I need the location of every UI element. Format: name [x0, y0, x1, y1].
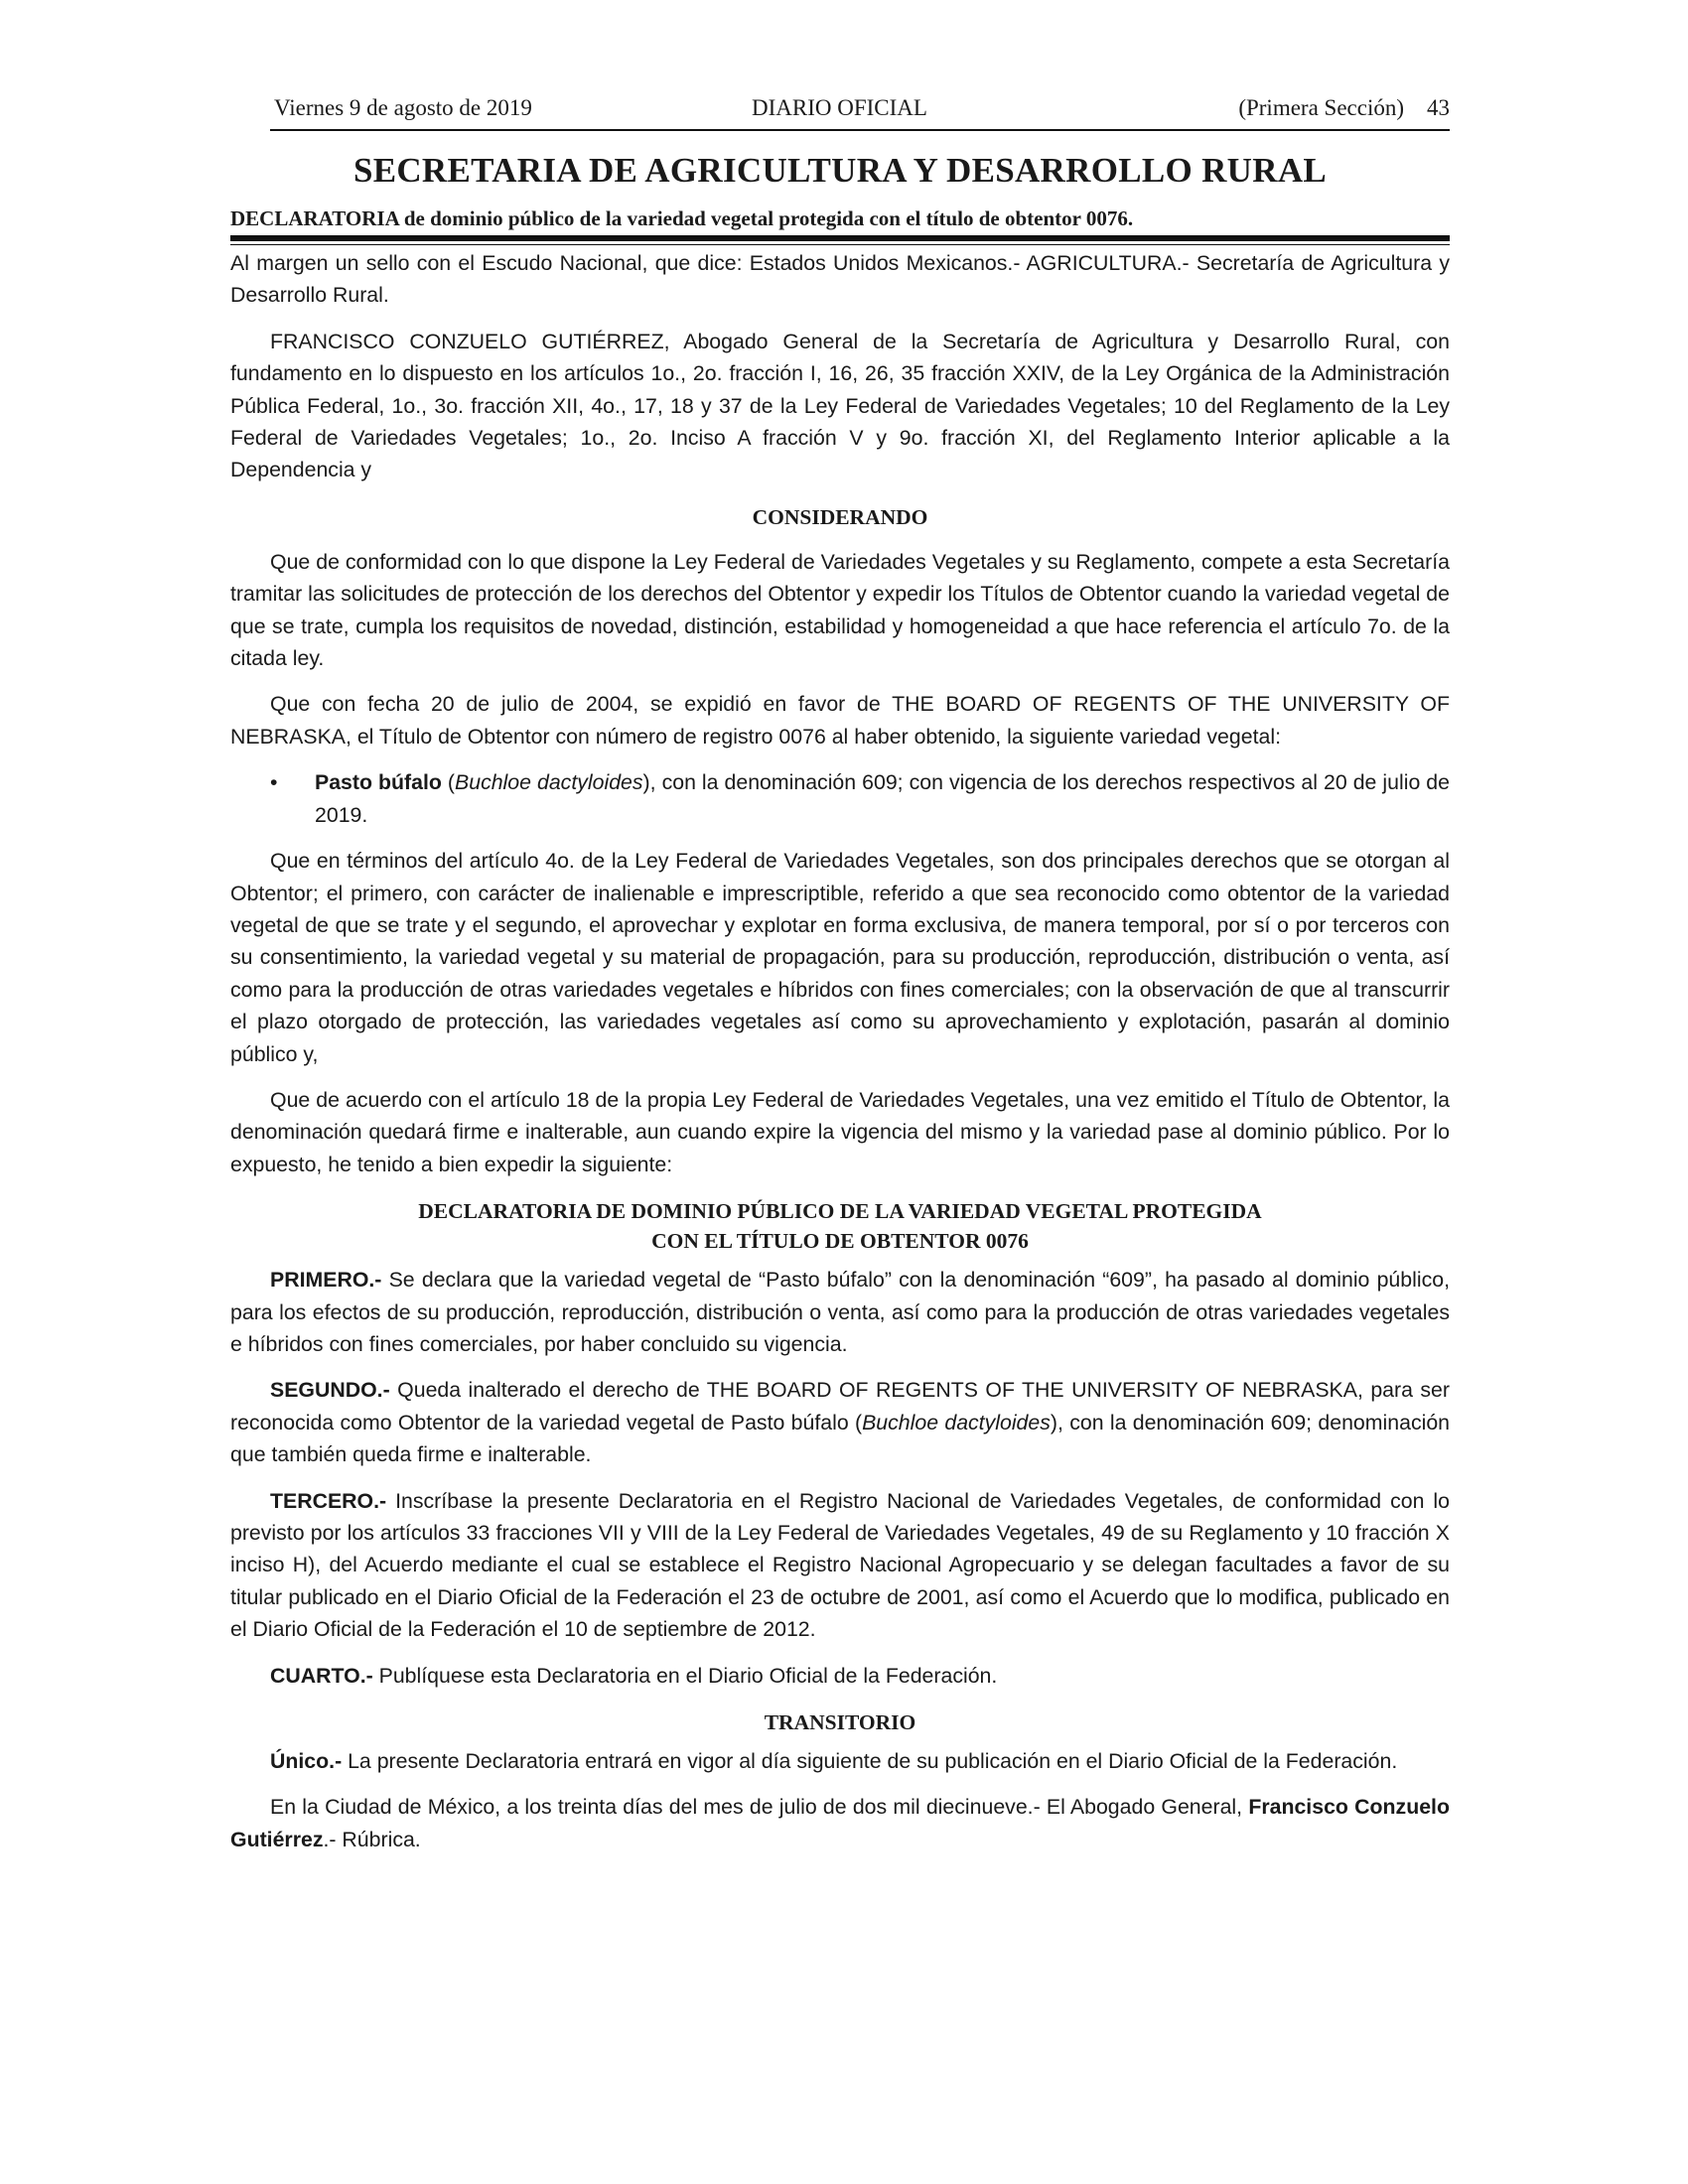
declaratoria-heading-line2: CON EL TÍTULO DE OBTENTOR 0076: [651, 1229, 1029, 1254]
article-unico: [230, 1745, 1450, 1777]
subtitle-rest: de dominio público de la variedad vegetal protegida con el título de obtentor 0076.: [398, 206, 1134, 230]
page-header: [230, 95, 1450, 129]
header-section-page: [1238, 95, 1450, 121]
signer-name: Francisco Conzuelo Gutiérrez: [230, 1795, 1450, 1851]
tercero-text: Inscríbase la presente Declaratoria en el Registro Nacional de Variedades Vegetales, de conformidad con lo previsto por los artículos 33 fracciones VII y VIII de la Ley Federal de Variedades Vegetales, 49 de su Reglamento y 10 fracción X inciso H), del Acuerdo mediante el cual se establece el Registro Nacional Agropecuario y se delegan facultades a favor de su titular publicado en el Diario Oficial de la Federación el 23 de octubre de 2001, así como el Acuerdo que lo modifica, publicado en el Diario Oficial de la Federación el 10 de septiembre de 2012.: [230, 1488, 1450, 1642]
ministry-title: SECRETARIA DE AGRICULTURA Y DESARROLLO RURAL: [352, 151, 1328, 190]
article-primero: [230, 1264, 1450, 1360]
variety-name: Pasto búfalo: [315, 770, 442, 795]
closing-paragraph: [230, 1791, 1450, 1855]
considerando-paragraph-3: Que en términos del artículo 4o. de la Ley Federal de Variedades Vegetales, son dos principales derechos que se otorgan al Obtentor; el primero, con carácter de inalienable e imprescriptible, referido a que sea reconocido como obtentor de la variedad vegetal de que se trate y el segundo, el aprovechar y explotar en forma exclusiva, de manera temporal, por sí o por terceros con su consentimiento, la variedad vegetal y su material de propagación, para su producción, reproducción, distribución o venta, así como para la producción de otras variedades vegetales e híbridos con fines comerciales; con la observación de que al transcurrir el plazo otorgado de protección, las variedades vegetales así como su aprovechamiento y explotación, pasarán al dominio público y,: [230, 849, 1450, 1066]
variety-species: Buchloe dactyloides: [455, 770, 643, 795]
seal-paragraph: Al margen un sello con el Escudo Nacional, que dice: Estados Unidos Mexicanos.- AGRICULTURA.- Secretaría de Agricultura y Desarrollo Rural.: [230, 251, 1450, 308]
article-tercero: [230, 1485, 1450, 1646]
article-cuarto: [230, 1660, 1450, 1692]
primero-text: Se declara que la variedad vegetal de “Pasto búfalo” con la denominación “609”, ha pasado al dominio público, para los efectos de su producción, reproducción, distribución o venta, así como para la producción de otras variedades vegetales e híbridos con fines comerciales, por haber concluido su vigencia.: [230, 1268, 1450, 1356]
variety-open: (: [441, 770, 456, 795]
declaratoria-heading-line1: DECLARATORIA DE DOMINIO PÚBLICO DE LA VARIEDAD VEGETAL PROTEGIDA: [418, 1199, 1262, 1224]
considerando-paragraph-2: Que con fecha 20 de julio de 2004, se expidió en favor de THE BOARD OF REGENTS OF THE UNIVERSITY OF NEBRASKA, el Título de Obtentor con número de registro 0076 al haber obtenido, la siguiente variedad vegetal:: [230, 692, 1450, 749]
header-date: Viernes 9 de agosto de 2019: [274, 95, 532, 120]
primero-label: PRIMERO.-: [270, 1268, 382, 1293]
unico-text: La presente Declaratoria entrará en vigor al día siguiente de su publicación en el Diario Oficial de la Federación.: [342, 1749, 1398, 1774]
header-page-number: 43: [1427, 95, 1450, 120]
considerando-paragraph-1: Que de conformidad con lo que dispone la Ley Federal de Variedades Vegetales y su Reglamento, compete a esta Secretaría tramitar las solicitudes de protección de los derechos del Obtentor y expedir los Títulos de Obtentor cuando la variedad vegetal de que se trate, cumpla los requisitos de novedad, distinción, estabilidad y homogeneidad a que hace referencia el artículo 7o. de la citada ley.: [230, 549, 1450, 671]
segundo-text-a: Queda inalterado el derecho de THE BOARD OF REGENTS OF THE UNIVERSITY OF NEBRASKA, para ser reconocida como Obtentor de la variedad vegetal de Pasto búfalo (: [230, 1378, 1450, 1434]
document-body: [230, 247, 1450, 1855]
variety-details: ), con la denominación 609; con vigencia de los derechos respectivos al 20 de julio de 2019.: [315, 770, 1450, 827]
declaratoria-heading: [230, 1196, 1450, 1256]
subtitle-rule-thin: [230, 244, 1450, 245]
cuarto-label: CUARTO.-: [270, 1663, 373, 1688]
tercero-label: TERCERO.-: [270, 1488, 387, 1513]
closing-suffix: .- Rúbrica.: [323, 1827, 421, 1851]
closing-text: En la Ciudad de México, a los treinta días del mes de julio de dos mil diecinueve.- El Abogado General,: [270, 1795, 1249, 1820]
document-page: [230, 95, 1450, 1855]
segundo-text-b: ), con la denominación 609; denominación que también queda firme e inalterable.: [230, 1410, 1451, 1467]
considerando-heading: CONSIDERANDO: [752, 504, 928, 529]
subtitle-lead: DECLARATORIA: [230, 206, 399, 230]
header-section: (Primera Sección): [1238, 95, 1404, 120]
segundo-species: Buchloe dactyloides: [862, 1410, 1051, 1434]
document-subtitle: [230, 206, 1450, 231]
article-segundo: [230, 1374, 1450, 1470]
unico-label: Único.-: [270, 1749, 343, 1774]
considerando-paragraph-4: Que de acuerdo con el artículo 18 de la propia Ley Federal de Variedades Vegetales, una vez emitido el Título de Obtentor, la denominación quedará firme e inalterable, aun cuando expire la vigencia del mismo y la variedad pase al dominio público. Por lo expuesto, he tenido a bien expedir la siguiente:: [230, 1087, 1450, 1176]
authority-paragraph: FRANCISCO CONZUELO GUTIÉRREZ, Abogado General de la Secretaría de Agricultura y Desarrollo Rural, con fundamento en lo dispuesto en los artículos 1o., 2o. fracción I, 16, 26, 35 fracción XXIV, de la Ley Orgánica de la Administración Pública Federal, 1o., 3o. fracción XII, 4o., 17, 18 y 37 de la Ley Federal de Variedades Vegetales; 10 del Reglamento de la Ley Federal de Variedades Vegetales; 1o., 2o. Inciso A fracción V y 9o. fracción XI, del Reglamento Interior aplicable a la Dependencia y: [230, 329, 1450, 482]
variety-bullet-item: [230, 766, 1450, 831]
transitorio-heading: TRANSITORIO: [764, 1710, 916, 1735]
header-rule: [270, 129, 1450, 131]
bullet-icon: •: [270, 770, 278, 795]
segundo-label: SEGUNDO.-: [270, 1378, 390, 1403]
cuarto-text: Publíquese esta Declaratoria en el Diario Oficial de la Federación.: [372, 1663, 998, 1688]
header-publication: DIARIO OFICIAL: [752, 95, 927, 120]
subtitle-rule-thick: [230, 235, 1450, 241]
